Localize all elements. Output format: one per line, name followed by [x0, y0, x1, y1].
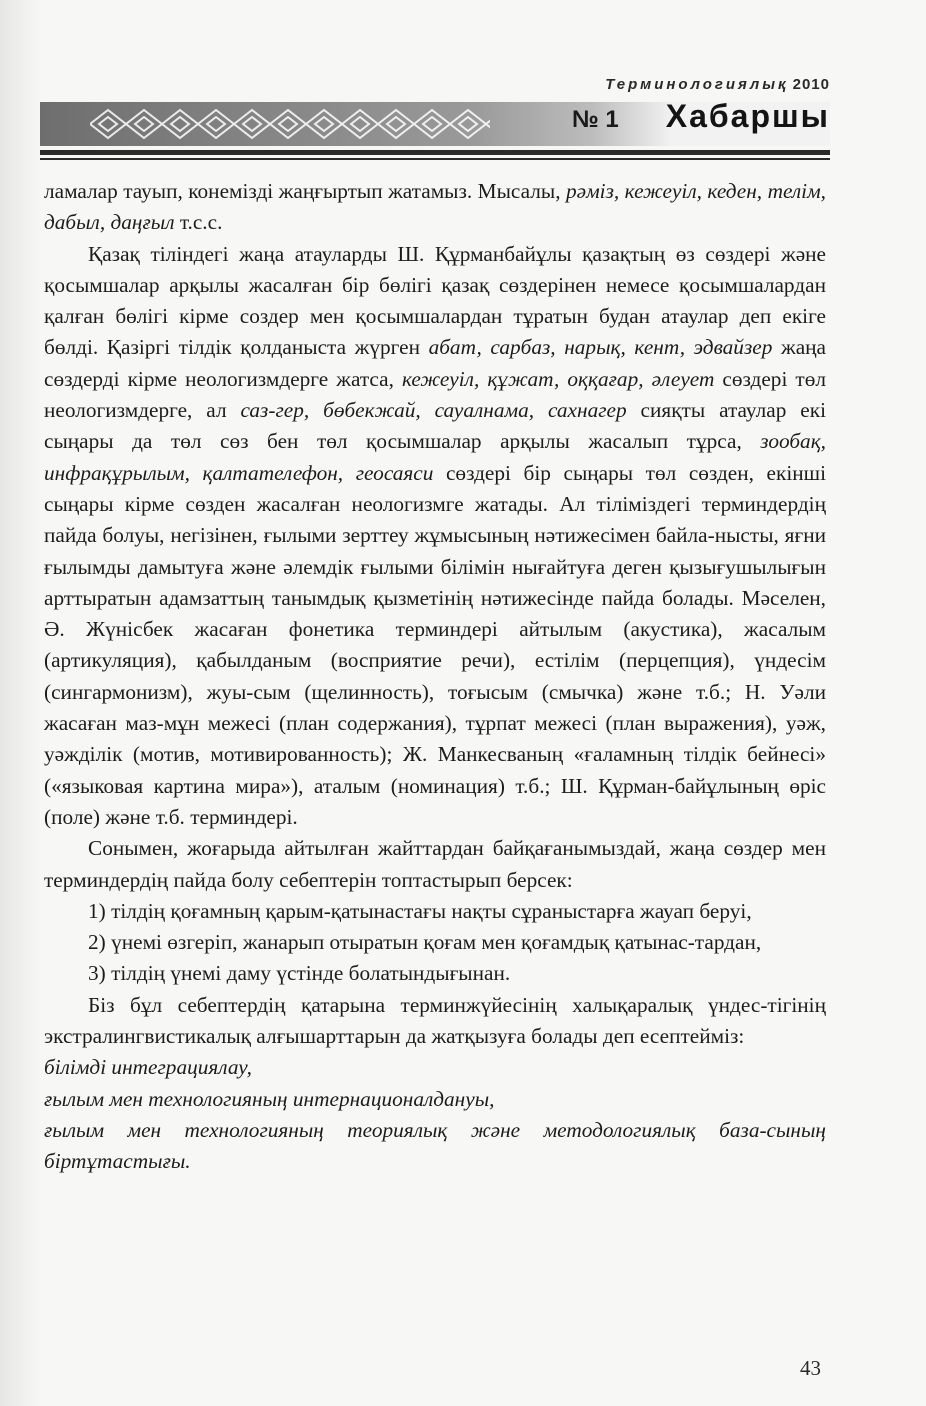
text-run: 1) тілдің қоғамның қарым-қатынастағы нақты сұраныстарға жауап беруі, [88, 898, 752, 923]
issue-number: № 1 [572, 106, 619, 133]
italic-list-line: ғылым мен технологияның теориялық және методологиялық база-сының біртұтастығы. [44, 1117, 826, 1174]
paragraph [44, 896, 826, 927]
text-run: 3) тілдің үнемі даму үстінде болатындығынан. [88, 961, 511, 986]
paragraph [44, 927, 826, 958]
italic-run: саз-гер, бөбекжай, сауалнама, сахнагер [240, 398, 627, 423]
italic-run: рәміз, кежеуіл, кеден, телім, дабыл, даңғыл [44, 179, 826, 235]
journal-year: 2010 [792, 76, 830, 93]
italic-run: зообақ, инфрақұрылым, қалтателефон, геосаяси [44, 429, 826, 485]
paragraph [44, 990, 826, 1053]
paragraph [44, 239, 826, 834]
page-edge-shadow [0, 0, 40, 1406]
header-rule-thick [40, 150, 830, 155]
text-run: 2) үнемі өзгеріп, жанарып отыратын қоғам мен қоғамдық қатынас-тардан, [88, 930, 762, 955]
text-run: т.с.с. [174, 210, 223, 235]
text-run: Қазақ тіліндегі жаңа атауларды Ш. Құрманбайұлы қазақтың өз сөздері және қосымшалар арқылы жасалған бір бөлігі қазақ сөздерінен немесе қосымшалардан қалған бөлігі кірме создер мен қосымшалардан тұратын будан атаулар деп екіге бөлді. Қазіргі тілдік қолданыста жүрген [44, 241, 826, 360]
italic-run: абат, сарбаз, нарық, кент, эдвайзер [428, 335, 773, 360]
italic-list-line: ғылым мен технологияның интернационалдануы, [44, 1086, 495, 1111]
running-header [40, 70, 830, 160]
text-run: сияқты атаулар екі сыңары да төл сөз бен төл қосымшалар арқылы жасалып тұрса, [44, 398, 826, 454]
text-run: сөздері төл неологизмдерге, ал [44, 366, 826, 423]
journal-name-text: Терминологиялық [605, 76, 789, 93]
journal-title: Хабаршы [665, 98, 830, 134]
text-run: ламалар тауып, конемізді жаңғыртып жатамыз. Мысалы, [44, 179, 566, 203]
text-run: Сонымен, жоғарыда айтылған жайттардан байқағанымыздай, жаңа сөздер мен терминдердің пайда болу себептерін топтастырып берсек: [44, 836, 826, 892]
paragraph [44, 833, 826, 896]
text-run: сөздері бір сыңары төл сөзден, екінші сыңары кірме сөзден жасалған неологизмге жатады. Ал тіліміздегі терминдердің пайда болуы, негізінен, ғылыми зерттеу жұмысының нәтижесімен байла-нысты, яғни ғылымды дамытуға және әлемдік ғылыми білімін нығайтуға деген қызығушылығын арттыратын адамзаттың танымдық қызметінің нәтижесінде пайда болады. Мәселен, Ә. Жүнісбек жасаған фонетика терминдері айтылым (акустика), жасалым (артикуляция), қабылданым (восприятие речи), естілім (перцепция), үндесім (сингармонизм), жуы-сым (щелинность), тоғысым (смычка) және т.б.; Н. Уәли жасаған маз-мұн межесі (план содержания), тұрпат межесі (план выражения), уәж, уәжділік (мотив, мотивированность); Ж. Манкесваның «ғаламның тілдік бейнесі» («языковая картина мира»), аталым (номинация) т.б.; Ш. Құрман-байұлының өріс (поле) және т.б. терминдері. [44, 460, 826, 829]
ornament-pattern [90, 106, 490, 142]
header-rule-thin [40, 158, 830, 160]
paragraph [44, 176, 826, 239]
journal-name-small [605, 76, 830, 93]
italic-run: кежеуіл, құжат, оққағар, әлеует [401, 366, 715, 391]
italic-list-line: білімді интеграциялау, [44, 1055, 252, 1080]
text-run: жаңа сөздерді кірме неологизмдерге жатса, [44, 335, 826, 391]
body-text [44, 176, 826, 1178]
text-run: Біз бұл себептердің қатарына терминжүйесінің халықаралық үндес-тігінің экстралингвистикалық алғышарттарын да жатқызуға болады деп есептейміз: [44, 992, 826, 1049]
paragraph [44, 958, 826, 989]
page-number: 43 [800, 1356, 821, 1380]
ornament-path [90, 110, 490, 138]
